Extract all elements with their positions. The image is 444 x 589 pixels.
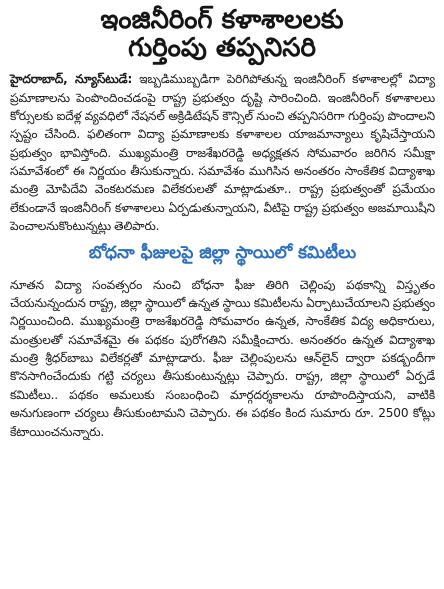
paragraph-1-text: ఇబ్బడిముబ్బడిగా పెరిగిపోతున్న ఇంజినీరింగ్ కళాశాలల్లో విద్యా ప్రమాణాలను పెంపొందించడంపై రాష్ట్ర ప్రభుత్వం దృష్టి సారించింది. ఇంజినీరింగ్ కళాశాలలు కోర్సులకు ఐదేళ్ల వ్యవధిలో నేషనల్ అక్రిడిటేషన్ కౌన్సిల్ నుంచి తప్పనిసరిగా గుర్తింపు పొందాలని స్పష్టం చేసింది. ఫలితంగా విద్యా ప్రమాణాలకు కళాశాలల యాజమాన్యాలు కృషిచేస్తాయని ప్రభుత్వం భావిస్తోంది. ముఖ్యమంత్రి రాజశేఖరరెడ్డి అధ్యక్షతన సోమవారం జరిగిన సమీక్షా సమావేశంలో ఈ నిర్ణయం తీసుకున్నారు. సమావేశం ముగిసిన అనంతరం సాంకేతిక విద్యాశాఖ మంత్రి మోపిదేవి వెంకటరమణ విలేకరులతో మాట్లాడుతూ.. రాష్ట్ర ప్రభుత్వంతో ప్రమేయం లేకుండానే ఇంజినీరింగ్ కళాశాలలు ఏర్పడుతున్నాయని, వీటిపై రాష్ట్ర ప్రభుత్వం అజమాయిషీని పెంచాలనుకొంటున్నట్లు తెలిపారు. [10,72,435,234]
headline [0,0,444,62]
headline-line-1: ఇంజినీరింగ్ కళాశాలలకు [100,5,344,35]
subheading-container [10,241,435,270]
subheading: బోధనా ఫీజులపై జిల్లా స్థాయిలో కమిటీలు [88,242,357,263]
article-body [0,70,444,441]
paragraph-2: నూతన విద్యా సంవత్సరం నుంచి బోధనా ఫీజు తిరిగి చెల్లింపు పథకాన్ని విస్తృతం చేయనున్నందున రాష్ట్ర, జిల్లా స్థాయిలో ఉన్నత స్థాయి కమిటీలను ఏర్పాటుచేయాలని ప్రభుత్వం నిర్ణయించింది. ముఖ్యమంత్రి రాజశేఖరరెడ్డి సోమవారం ఉన్నత, సాంకేతిక విద్య అధికారులు, మంత్రులతో సమావేశమై ఈ పథకం పురోగతిని సమీక్షించారు. అనంతరం ఉన్నత విద్యాశాఖ మంత్రి శ్రీధర్‌బాబు విలేకర్లతో మాట్లాడారు. ఫీజు చెల్లింపులను ఆన్‌లైన్ ద్వారా పకడ్బందీగా కొనసాగించేందుకు గట్టి చర్యలు తీసుకుంటున్నట్లు చెప్పారు. రాష్ట్ర, జిల్లా స్థాయిలో ఏర్పడే కమిటీలు.. పథకం అమలుకు సంబంధించి మార్గదర్శకాలను రూపొందిస్తాయని, వాటికి అనుగుణంగా చర్యలు తీసుకుంటామని చెప్పారు. ఈ పథకం కింద సుమారు రూ. 2500 కోట్లు కేటాయించనున్నారు. [10,277,435,439]
headline-line-2: గుర్తింపు తప్పనిసరి [128,33,316,64]
paragraph-1 [10,70,435,235]
dateline: హైదరాబాద్, న్యూస్‌టుడే: [10,72,133,87]
